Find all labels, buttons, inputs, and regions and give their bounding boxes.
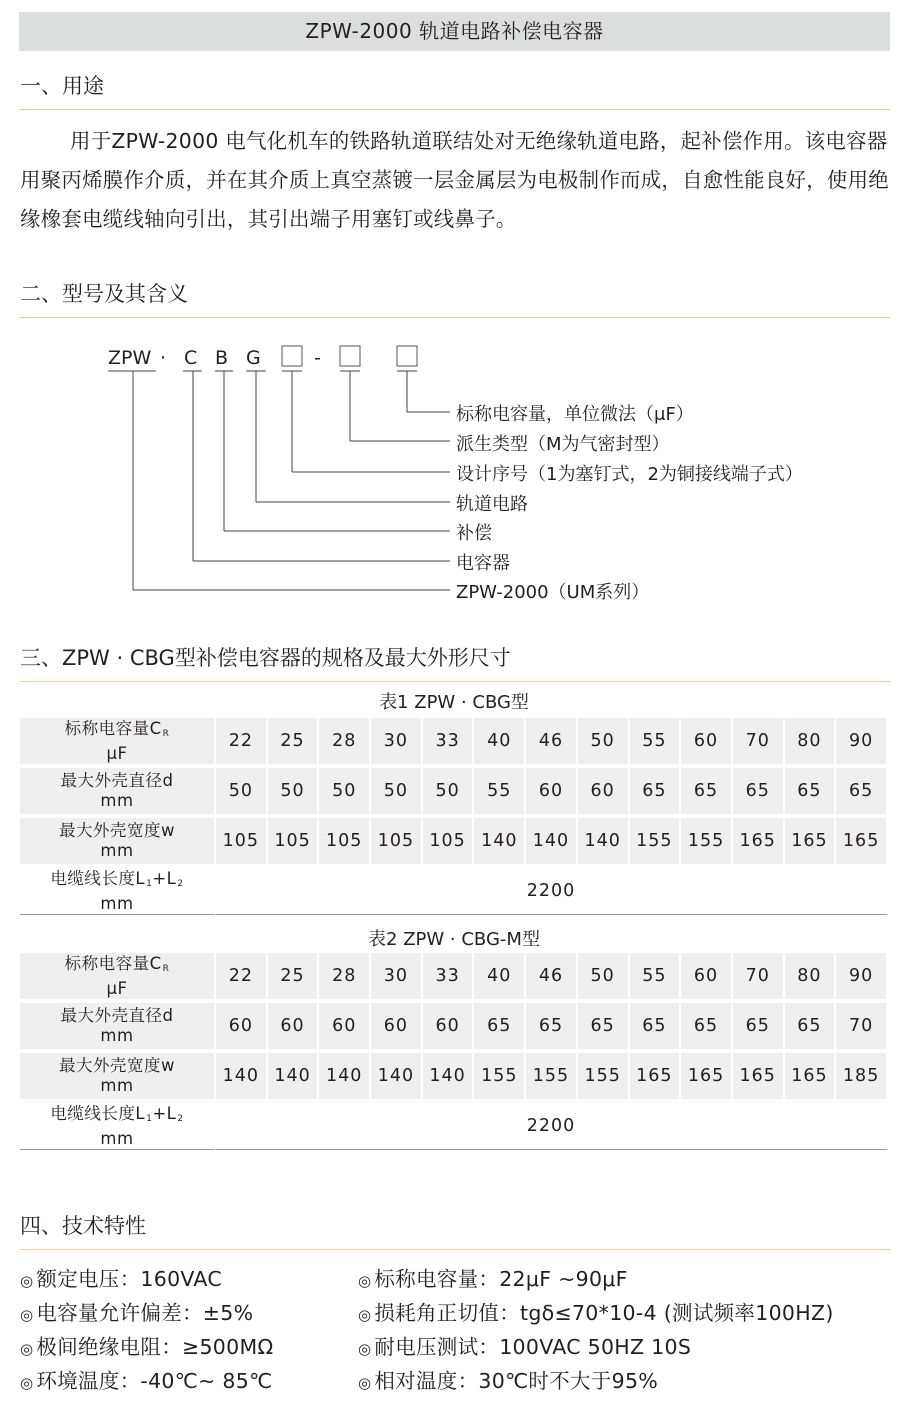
cell: 46 <box>526 953 578 1003</box>
model-meaning-series: ZPW-2000（UM系列） <box>456 582 650 603</box>
cell: 70 <box>836 1003 888 1053</box>
cell: 2200 <box>216 868 888 915</box>
cell: 155 <box>630 818 682 868</box>
bullet-icon: ◎ <box>358 1272 372 1290</box>
cell: 50 <box>319 768 371 818</box>
cell: 140 <box>474 818 526 868</box>
cell: 140 <box>216 1053 268 1103</box>
model-meaning-capacitor: 电容器 <box>456 553 510 574</box>
prop-tolerance: ◎ 电容量允许偏差：±5% <box>20 1301 254 1325</box>
cell: 28 <box>319 718 371 768</box>
cell: 33 <box>423 953 475 1003</box>
cell: 140 <box>578 818 630 868</box>
cell: 50 <box>216 768 268 818</box>
cell: 105 <box>319 818 371 868</box>
cell: 40 <box>474 718 526 768</box>
cell: 155 <box>474 1053 526 1103</box>
prop-nominal-capacitance: ◎ 标称电容量：22μF ~90μF <box>358 1267 628 1291</box>
prop-rated-voltage: ◎ 额定电压：160VAC <box>20 1267 223 1291</box>
cell: 50 <box>268 768 320 818</box>
cell: 140 <box>371 1053 423 1103</box>
cell: 65 <box>785 768 837 818</box>
model-part-dot: · <box>160 347 167 369</box>
cell: 60 <box>526 768 578 818</box>
cell: 105 <box>268 818 320 868</box>
cell: 65 <box>578 1003 630 1053</box>
cell: 40 <box>474 953 526 1003</box>
table2-caption: 表2 ZPW · CBG-M型 <box>368 929 540 950</box>
cell: 70 <box>733 953 785 1003</box>
cell: 55 <box>630 953 682 1003</box>
cell: 65 <box>836 768 888 818</box>
cell: 80 <box>785 718 837 768</box>
cell: 60 <box>319 1003 371 1053</box>
cell: 65 <box>630 1003 682 1053</box>
model-box-2 <box>340 346 360 366</box>
model-part-c: C <box>184 347 198 369</box>
page-title: ZPW-2000 轨道电路补偿电容器 <box>19 12 890 51</box>
cell: 165 <box>733 818 785 868</box>
cell: 60 <box>371 1003 423 1053</box>
model-part-g: G <box>246 347 261 369</box>
row-label: 标称电容量$C_R$ μF <box>20 718 216 768</box>
bullet-icon: ◎ <box>358 1374 372 1392</box>
cell: 185 <box>836 1053 888 1103</box>
cell: 60 <box>681 718 733 768</box>
bullet-icon: ◎ <box>20 1272 34 1290</box>
model-meaning-capacitance: 标称电容量，单位微法（μF） <box>456 404 694 425</box>
cell: 65 <box>733 1003 785 1053</box>
cell: 65 <box>785 1003 837 1053</box>
cell: 33 <box>423 718 475 768</box>
cell: 155 <box>681 818 733 868</box>
cell: 140 <box>268 1053 320 1103</box>
row-label: 最大外壳宽度w mm <box>20 818 216 868</box>
cell: 60 <box>681 953 733 1003</box>
row-label: 最大外壳宽度w mm <box>20 1053 216 1103</box>
table-row-capacitance <box>20 953 888 1003</box>
cell: 60 <box>423 1003 475 1053</box>
section-heading-tech: 四、技术特性 <box>20 1210 890 1250</box>
cell: 65 <box>630 768 682 818</box>
cell: 105 <box>423 818 475 868</box>
model-meaning-derived-type: 派生类型（M为气密封型） <box>456 434 670 455</box>
cell: 50 <box>578 953 630 1003</box>
cell: 22 <box>216 718 268 768</box>
cell: 80 <box>785 953 837 1003</box>
bullet-icon: ◎ <box>20 1340 34 1358</box>
cell: 50 <box>371 768 423 818</box>
table-row-width <box>20 1053 888 1103</box>
cell: 50 <box>423 768 475 818</box>
bullet-icon: ◎ <box>20 1374 34 1392</box>
table-row-capacitance <box>20 718 888 768</box>
cell: 28 <box>319 953 371 1003</box>
cell: 65 <box>526 1003 578 1053</box>
cell: 65 <box>733 768 785 818</box>
model-part-b: B <box>215 347 229 369</box>
table1-caption: 表1 ZPW · CBG型 <box>379 692 529 713</box>
cell: 140 <box>319 1053 371 1103</box>
row-label: 最大外壳直径d mm <box>20 1003 216 1053</box>
spec-table-2 <box>20 953 888 1150</box>
cell: 46 <box>526 718 578 768</box>
cell: 30 <box>371 953 423 1003</box>
cell: 65 <box>681 768 733 818</box>
cell: 165 <box>836 818 888 868</box>
cell: 155 <box>578 1053 630 1103</box>
bullet-icon: ◎ <box>358 1340 372 1358</box>
model-diagram <box>0 330 900 620</box>
cell: 165 <box>785 1053 837 1103</box>
cell: 50 <box>578 718 630 768</box>
cell: 55 <box>630 718 682 768</box>
table-row-cable-length <box>20 868 888 915</box>
cell: 140 <box>423 1053 475 1103</box>
cell: 22 <box>216 953 268 1003</box>
table-row-diameter <box>20 768 888 818</box>
bullet-icon: ◎ <box>358 1306 372 1324</box>
row-label: 标称电容量$C_R$ μF <box>20 953 216 1003</box>
cell: 60 <box>268 1003 320 1053</box>
cell: 60 <box>216 1003 268 1053</box>
cell: 25 <box>268 718 320 768</box>
model-meaning-compensation: 补偿 <box>456 523 492 544</box>
spec-table-1 <box>20 718 888 915</box>
table-row-cable-length <box>20 1103 888 1150</box>
section-heading-usage: 一、用途 <box>20 70 890 110</box>
cell: 2200 <box>216 1103 888 1150</box>
cell: 90 <box>836 718 888 768</box>
cell: 165 <box>630 1053 682 1103</box>
model-box-1 <box>282 346 302 366</box>
table-row-diameter <box>20 1003 888 1053</box>
prop-ambient-temp: ◎ 环境温度：-40℃~ 85℃ <box>20 1369 273 1393</box>
prop-withstand-voltage: ◎ 耐电压测试：100VAC 50HZ 10S <box>358 1335 692 1359</box>
cell: 30 <box>371 718 423 768</box>
cell: 90 <box>836 953 888 1003</box>
cell: 140 <box>526 818 578 868</box>
prop-relative-humidity: ◎ 相对温度：30℃时不大于95% <box>358 1369 659 1393</box>
cell: 55 <box>474 768 526 818</box>
table-row-width <box>20 818 888 868</box>
model-box-3 <box>397 346 417 366</box>
cell: 155 <box>526 1053 578 1103</box>
model-part-zpw: ZPW <box>108 347 152 369</box>
cell: 165 <box>733 1053 785 1103</box>
usage-paragraph: 用于ZPW-2000 电气化机车的铁路轨道联结处对无绝缘轨道电路，起补偿作用。该电容器用聚丙烯膜作介质，并在其介质上真空蒸镀一层金属层为电极制作而成，自愈性能良好，使用绝缘橡套电缆线轴向引出，其引出端子用塞钉或线鼻子。 <box>20 129 890 231</box>
cell: 105 <box>371 818 423 868</box>
prop-loss-tangent: ◎ 损耗角正切值：tgδ≤70*10-4 (测试频率100HZ) <box>358 1301 834 1325</box>
section-heading-model: 二、型号及其含义 <box>20 278 890 318</box>
cell: 165 <box>681 1053 733 1103</box>
cell: 105 <box>216 818 268 868</box>
prop-insulation: ◎ 极间绝缘电阻：≥500MΩ <box>20 1335 274 1359</box>
cell: 165 <box>785 818 837 868</box>
model-part-dash: - <box>314 347 321 369</box>
cell: 70 <box>733 718 785 768</box>
row-label: 电缆线长度$L_1+L_2$ mm <box>20 1103 216 1150</box>
cell: 25 <box>268 953 320 1003</box>
cell: 65 <box>681 1003 733 1053</box>
section-heading-specs: 三、ZPW · CBG型补偿电容器的规格及最大外形尺寸 <box>20 642 890 682</box>
row-label: 最大外壳直径d mm <box>20 768 216 818</box>
cell: 60 <box>578 768 630 818</box>
cell: 65 <box>474 1003 526 1053</box>
model-meaning-track-circuit: 轨道电路 <box>456 494 528 515</box>
row-label: 电缆线长度$L_1+L_2$ mm <box>20 868 216 915</box>
model-meaning-design-no: 设计序号（1为塞钉式，2为铜接线端子式） <box>456 464 803 485</box>
bullet-icon: ◎ <box>20 1306 34 1324</box>
